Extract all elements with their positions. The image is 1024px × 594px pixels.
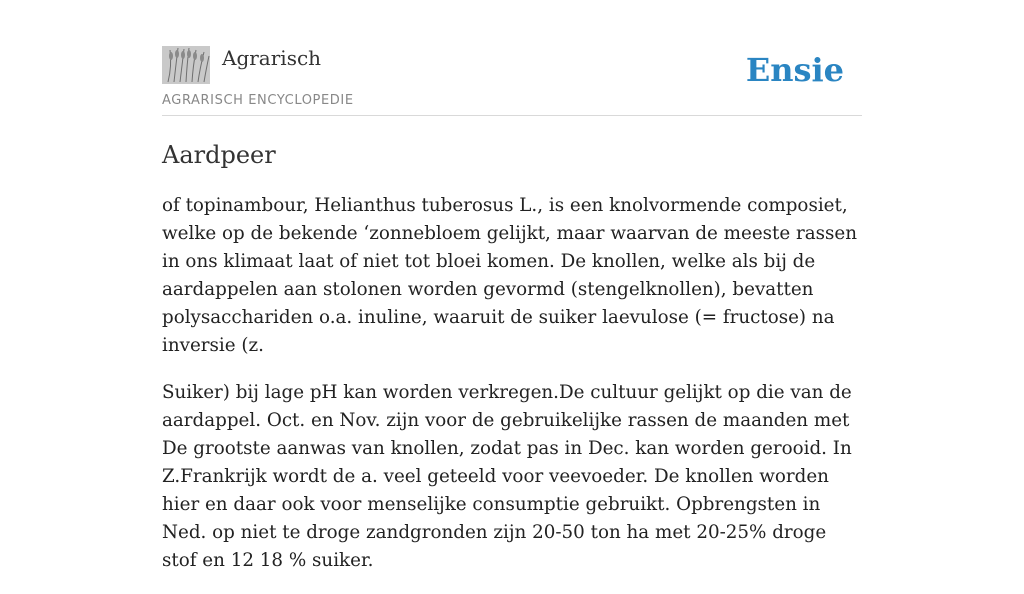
wheat-icon bbox=[162, 46, 210, 84]
page-title: Aardpeer bbox=[162, 141, 276, 169]
publisher-subtitle: AGRARISCH ENCYCLOPEDIE bbox=[162, 93, 354, 108]
header bbox=[162, 0, 862, 116]
publisher-name[interactable]: Agrarisch bbox=[222, 46, 322, 70]
article-paragraph: Suiker) bij lage pH kan worden verkregen.De cultuur gelijkt op die van de aardappel. Oct. en Nov. zijn voor de gebruikelijke rassen de maanden met De grootste aanwas van knollen, zodat pas in Dec. kan worden gerooid. In Z.Frankrijk wordt de a. veel geteeld voor veevoeder. De knollen worden hier en daar ook voor menselijke consumptie gebruikt. Opbrengsten in Ned. op niet te droge zandgronden zijn 20-50 ton ha met 20-25% droge stof en 12 18 % suiker. bbox=[162, 382, 852, 571]
brand-logo[interactable]: Ensie bbox=[745, 51, 844, 89]
page bbox=[162, 0, 862, 571]
article-paragraph: of topinambour, Helianthus tuberosus L., is een knolvormende composiet, welke op de bekende ‘zonnebloem gelijkt, maar waarvan de meeste rassen in ons klimaat laat of niet tot bloei komen. De knollen, welke als bij de aardappelen aan stolonen worden gevormd (stengelknollen), bevatten polysacchariden o.a. inuline, waaruit de suiker laevulose (= fructose) na inversie (z. bbox=[162, 195, 857, 356]
publisher-avatar[interactable] bbox=[162, 46, 210, 84]
article-body bbox=[162, 192, 862, 594]
